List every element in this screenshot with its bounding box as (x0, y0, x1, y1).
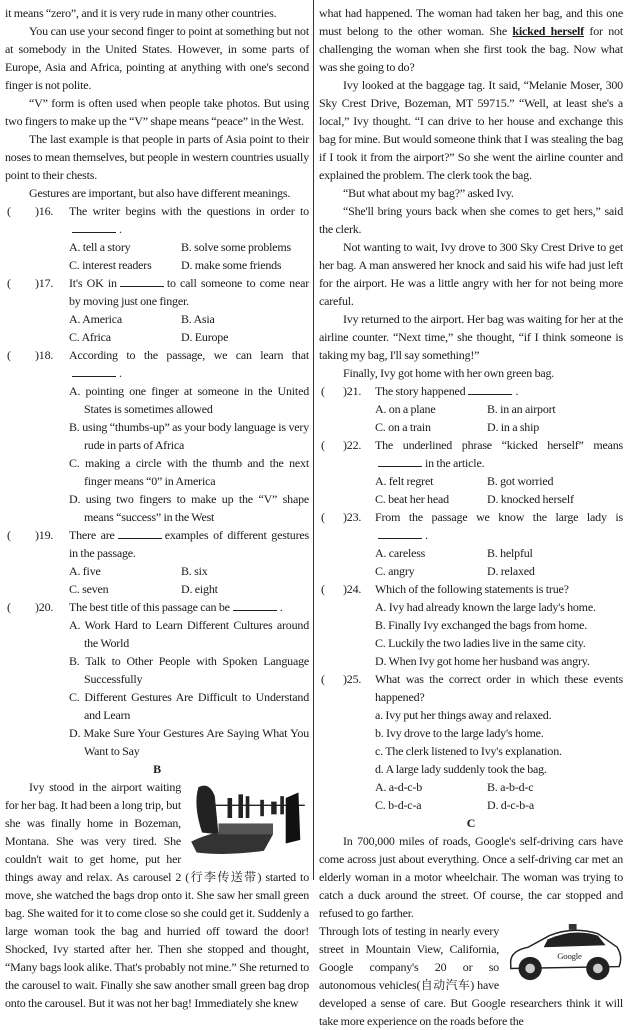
option-list (69, 310, 309, 346)
question (5, 274, 309, 346)
question-number: ( )20. (35, 600, 54, 614)
event-item: c. The clerk listened to Ivy's explanation. (375, 744, 562, 758)
option-b[interactable]: B. helpful (487, 546, 533, 560)
paragraph: Gestures are important, but also have different meanings. (29, 186, 291, 200)
option-a[interactable]: A. felt regret (375, 474, 434, 488)
option-list (375, 400, 623, 436)
stem-text: The underlined phrase “kicked herself” means (375, 438, 623, 452)
option-list (69, 382, 309, 526)
answer-bracket[interactable] (5, 202, 69, 220)
self-driving-car-illustration (505, 922, 623, 984)
question-stem (69, 274, 309, 310)
event-item: a. Ivy put her things away and relaxed. (375, 708, 552, 722)
option-list (375, 778, 623, 814)
paragraph (5, 778, 309, 1012)
right-column (319, 4, 623, 1030)
option-d[interactable]: D. relaxed (487, 564, 535, 578)
stem-text: . (279, 600, 283, 614)
question (319, 508, 623, 580)
answer-blank[interactable] (233, 600, 277, 611)
airport-carousel-illustration (187, 778, 309, 858)
question-number: ( )25. (343, 672, 362, 686)
stem-text: The best title of this passage can be (69, 600, 230, 614)
stem-text: Which of the following statements is true? (375, 582, 569, 596)
option-b[interactable]: B. Asia (181, 312, 215, 326)
answer-bracket[interactable] (5, 274, 69, 292)
stem-text: . (119, 366, 122, 380)
question-stem (375, 436, 623, 472)
stem-text: According to the passage, we can learn that (69, 348, 309, 362)
paragraph: In 700,000 miles of roads, Google's self-driving cars have come across just about everything. Once a self-driving car met an elderly woman in a motor wheelchair. The woman was trying to catch a duck around the street. Of course, the car stopped and refused to go farther. (319, 834, 623, 920)
option-a[interactable]: A. pointing one finger at someone in the United States is sometimes allowed (69, 384, 309, 416)
questions-section-b (319, 382, 623, 814)
stem-text: The writer begins with the questions in order to (69, 204, 309, 218)
question-number: ( )22. (343, 438, 362, 452)
event-item: d. A large lady suddenly took the bag. (375, 762, 547, 776)
option-d[interactable]: D. When Ivy got home her husband was angry. (375, 654, 590, 668)
option-d[interactable]: D. in a ship (487, 420, 540, 434)
question (319, 382, 623, 436)
stem-text: From the passage we know the large lady is (375, 510, 623, 524)
paragraph: You can use your second finger to point at something but not at somebody in the United States. However, in some parts of Europe, Asia and Africa, pointing at anything with one's second finger is not polite. (5, 24, 309, 92)
option-b[interactable]: B. Talk to Other People with Spoken Language Successfully (69, 654, 309, 686)
answer-blank[interactable] (378, 528, 422, 539)
answer-blank[interactable] (72, 366, 116, 377)
paragraph: Ivy returned to the airport. Her bag was waiting for her at the airline counter. “Next time,” she thought, “if I think someone is taking my bag, I'll say something!” (319, 312, 623, 362)
answer-bracket[interactable] (319, 436, 383, 454)
question (5, 202, 309, 274)
option-b[interactable]: B. Finally Ivy exchanged the bags from home. (375, 618, 588, 632)
option-a[interactable]: A. a-d-c-b (375, 780, 423, 794)
paragraph: “She'll bring yours back when she comes to get hers,” said the clerk. (319, 204, 623, 236)
answer-bracket[interactable] (319, 508, 383, 526)
option-d[interactable]: D. d-c-b-a (487, 798, 535, 812)
option-d[interactable]: D. using two fingers to make up the “V” shape means “success” in the West (69, 492, 309, 524)
option-b[interactable]: B. in an airport (487, 402, 556, 416)
stem-text: . (515, 384, 519, 398)
question-stem (375, 382, 623, 400)
paragraph-text: for not challenging the woman when she first took the bag. Now what was she going to do? (319, 24, 623, 74)
option-c[interactable]: C. seven (69, 582, 109, 596)
option-list (375, 544, 623, 580)
question-stem (375, 670, 623, 706)
option-a[interactable]: A. tell a story (69, 240, 131, 254)
option-d[interactable]: D. make some friends (181, 258, 282, 272)
option-list (69, 238, 309, 274)
stem-text: The story happened (375, 384, 466, 398)
stem-text: What was the correct order in which these events happened? (375, 672, 623, 704)
question-number: ( )17. (35, 276, 54, 290)
option-c[interactable]: C. interest readers (69, 258, 152, 272)
option-c[interactable]: C. Different Gestures Are Difficult to Understand and Learn (69, 690, 309, 722)
answer-bracket[interactable] (5, 346, 69, 364)
answer-bracket[interactable] (319, 580, 383, 598)
stem-text: It's OK in (69, 276, 117, 290)
paragraph: The last example is that people in parts of Asia point to their noses to mean themselves, but people in western countries usually point to their chests. (5, 132, 309, 182)
question (319, 580, 623, 670)
option-d[interactable]: D. Make Sure Your Gestures Are Saying What You Want to Say (69, 726, 309, 758)
paragraph (319, 4, 623, 76)
paragraph: it means “zero”, and it is very rude in many other countries. (5, 6, 277, 20)
paragraph-text: Ivy stood in the airport waiting for her bag. It had been a long trip, but she was finally home in Bozeman, Montana. She was very tired. She couldn't wait to get home, put her things away and relax. As carousel 2 (行李传送带) started to move, she watched the bags drop onto it. She saw her small green bag. She waited for it to come close so she could get it. Suddenly a large woman took the bag and hurried off toward the door! Shocked, Ivy started after her. Then she stopped and thought, “Many bags look alike. That's probably not mine.” She returned to the carousel to wait. Finally she saw another small green bag drop onto the carousel. But it was not her bag! Immediately she knew (5, 780, 309, 1010)
question-stem (69, 346, 309, 382)
question-number: ( )24. (343, 582, 362, 596)
paragraph: “But what about my bag?” asked Ivy. (343, 186, 514, 200)
question-stem (69, 598, 309, 616)
answer-blank[interactable] (120, 276, 164, 287)
answer-bracket[interactable] (5, 526, 69, 544)
option-c[interactable]: C. making a circle with the thumb and the next finger means “0” in America (69, 456, 309, 488)
stem-text: . (119, 222, 122, 236)
paragraph: Finally, Ivy got home with her own green bag. (343, 366, 555, 380)
question-stem (69, 202, 309, 238)
paragraph-text: Through lots of testing in nearly every street in Mountain View, California, Google company's 20 or so autonomous vehicles(自动汽车) have developed a sense of care. But Google researchers think it will take more experience on the roads before the (319, 924, 623, 1028)
paragraph-text: what had happened. The woman had taken her bag, and this one must belong to the other woman. She (319, 6, 623, 38)
section-title-c: C (466, 816, 476, 830)
option-b[interactable]: B. solve some problems (181, 240, 292, 254)
option-c[interactable]: C. Africa (69, 330, 111, 344)
option-a[interactable]: A. America (69, 312, 123, 326)
question (5, 598, 309, 760)
option-d[interactable]: D. eight (181, 582, 218, 596)
option-a[interactable]: A. five (69, 564, 101, 578)
question (319, 436, 623, 508)
option-b[interactable]: B. six (181, 564, 208, 578)
answer-bracket[interactable] (5, 598, 69, 616)
option-c[interactable]: C. beat her head (375, 492, 449, 506)
paragraph: Not wanting to wait, Ivy drove to 300 Sky Crest Drive to get her bag. A man answered her knock and said his wife had just left for the airport. He was a little angry with her for not being more careful. (319, 240, 623, 308)
option-list (375, 598, 623, 670)
questions-section-a (5, 202, 309, 760)
option-list (69, 562, 309, 598)
stem-text: in the article. (425, 456, 485, 470)
question (5, 346, 309, 526)
section-title-b: B (153, 762, 161, 776)
option-c[interactable]: C. b-d-c-a (375, 798, 422, 812)
event-item: b. Ivy drove to the large lady's home. (375, 726, 544, 740)
question-number: ( )21. (343, 384, 362, 398)
answer-blank[interactable] (72, 222, 116, 233)
option-a[interactable]: A. on a plane (375, 402, 436, 416)
car-logo-text: Google (557, 950, 582, 961)
option-c[interactable]: C. on a train (375, 420, 431, 434)
answer-blank[interactable] (468, 384, 512, 395)
paragraph (319, 922, 623, 1030)
question-stem (375, 580, 623, 598)
event-list (375, 706, 623, 778)
question (5, 526, 309, 598)
answer-bracket[interactable] (319, 382, 383, 400)
left-column (5, 4, 309, 1012)
option-b[interactable]: B. a-b-d-c (487, 780, 534, 794)
option-a[interactable]: A. Ivy had already known the large lady's home. (375, 600, 596, 614)
option-list (375, 472, 623, 508)
option-b[interactable]: B. got worried (487, 474, 554, 488)
question (319, 670, 623, 814)
stem-text: examples of different gestures in the passage. (69, 528, 309, 560)
option-b[interactable]: B. using “thumbs-up” as your body language is very rude in parts of Africa (69, 420, 309, 452)
question-number: ( )18. (35, 348, 54, 362)
question-stem (375, 508, 623, 544)
paragraph: “V” form is often used when people take photos. But using two fingers to make up the “V” shape means “peace” in the West. (5, 96, 309, 128)
question-number: ( )16. (35, 204, 54, 218)
option-list (69, 616, 309, 760)
stem-text: There are (69, 528, 115, 542)
stem-text: . (425, 528, 428, 542)
option-a[interactable]: A. Work Hard to Learn Different Cultures around the World (69, 618, 309, 650)
stem-text: to call someone to come near by moving just one finger. (69, 276, 309, 308)
paragraph: Ivy looked at the baggage tag. It said, “Melanie Moser, 300 Sky Crest Drive, Bozeman, MT 59715.” “Well, at least she's a local,” Ivy thought. “I can drive to her house and exchange this bag for mine. But would someone think that I was stealing the bag if I took it from the airport?” So she went the airline counter and explained the problem. The clerk took the bag. (319, 78, 623, 182)
answer-blank[interactable] (378, 456, 422, 467)
column-divider (313, 0, 314, 880)
option-c[interactable]: C. angry (375, 564, 415, 578)
option-a[interactable]: A. careless (375, 546, 426, 560)
option-d[interactable]: D. knocked herself (487, 492, 574, 506)
question-number: ( )19. (35, 528, 54, 542)
underlined-phrase: kicked herself (512, 24, 584, 38)
answer-blank[interactable] (118, 528, 162, 539)
option-d[interactable]: D. Europe (181, 330, 229, 344)
option-c[interactable]: C. Luckily the two ladies live in the same city. (375, 636, 586, 650)
question-stem (69, 526, 309, 562)
question-number: ( )23. (343, 510, 362, 524)
answer-bracket[interactable] (319, 670, 383, 688)
